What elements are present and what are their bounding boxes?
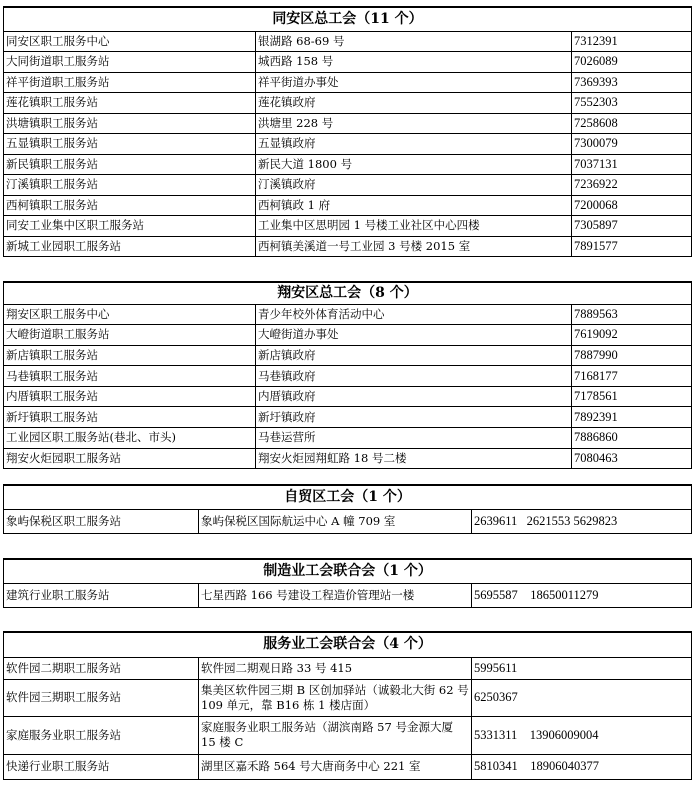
station-name: 建筑行业职工服务站 [4,583,199,607]
section-title: 服务业工会联合会（4 个） [4,632,692,657]
station-name: 大同街道职工服务站 [4,52,256,73]
section-manufacturing [3,558,692,608]
station-address: 工业集中区思明园 1 号楼工业社区中心四楼 [256,216,572,237]
station-name: 象屿保税区职工服务站 [4,509,199,533]
section-title: 同安区总工会（11 个） [4,7,692,31]
table-row [4,345,692,366]
station-phone: 5695587 18650011279 [472,583,692,607]
table-row [4,195,692,216]
station-address: 西柯镇政 1 府 [256,195,572,216]
station-phone: 7889563 [572,304,692,325]
section-manufacturing-table [3,558,692,608]
station-address: 内厝镇政府 [256,386,572,407]
table-row [4,134,692,155]
station-address: 大嶝街道办事处 [256,325,572,346]
table-row [4,113,692,134]
station-phone: 7236922 [572,175,692,196]
table-row [4,386,692,407]
station-address: 新圩镇政府 [256,407,572,428]
station-phone: 7886860 [572,428,692,449]
station-phone: 7080463 [572,448,692,469]
station-phone: 7305897 [572,216,692,237]
station-name: 五显镇职工服务站 [4,134,256,155]
station-phone: 7168177 [572,366,692,387]
section-xiangan [3,281,692,469]
station-phone: 7037131 [572,154,692,175]
station-phone: 5331311 13906009004 [472,716,692,754]
station-phone: 7552303 [572,93,692,114]
station-address: 祥平街道办事处 [256,72,572,93]
table-row [4,154,692,175]
station-address: 马巷运营所 [256,428,572,449]
station-name: 西柯镇职工服务站 [4,195,256,216]
table-row [4,216,692,237]
station-address: 翔安火炬园翔虹路 18 号二楼 [256,448,572,469]
table-row [4,31,692,52]
station-address: 家庭服务业职工服务站（湖滨南路 57 号金源大厦 15 楼 C [199,716,472,754]
station-phone: 5995611 [472,657,692,679]
station-name: 软件园二期职工服务站 [4,657,199,679]
station-address: 城西路 158 号 [256,52,572,73]
station-phone: 7892391 [572,407,692,428]
station-name: 家庭服务业职工服务站 [4,716,199,754]
station-name: 翔安区职工服务中心 [4,304,256,325]
table-row [4,236,692,257]
station-address: 汀溪镇政府 [256,175,572,196]
section-title: 翔安区总工会（8 个） [4,282,692,304]
station-name: 同安工业集中区职工服务站 [4,216,256,237]
station-name: 洪塘镇职工服务站 [4,113,256,134]
station-phone: 7312391 [572,31,692,52]
station-address: 软件园二期观日路 33 号 415 [199,657,472,679]
station-phone: 7891577 [572,236,692,257]
station-address: 西柯镇美溪道一号工业园 3 号楼 2015 室 [256,236,572,257]
station-address: 新民大道 1800 号 [256,154,572,175]
table-row [4,754,692,779]
station-address: 莲花镇政府 [256,93,572,114]
table-row [4,93,692,114]
station-address: 湖里区嘉禾路 564 号大唐商务中心 221 室 [199,754,472,779]
table-row [4,52,692,73]
station-address: 五显镇政府 [256,134,572,155]
station-name: 翔安火炬园职工服务站 [4,448,256,469]
station-name: 大嶝街道职工服务站 [4,325,256,346]
station-name: 工业园区职工服务站(巷北、市头) [4,428,256,449]
section-title: 自贸区工会（1 个） [4,485,692,509]
table-row [4,448,692,469]
station-name: 新民镇职工服务站 [4,154,256,175]
table-row [4,304,692,325]
table-row [4,325,692,346]
station-address: 象屿保税区国际航运中心 A 幢 709 室 [199,509,472,533]
section-ftz [3,484,692,534]
station-name: 新店镇职工服务站 [4,345,256,366]
station-phone: 7258608 [572,113,692,134]
station-phone: 6250367 [472,679,692,716]
station-address: 青少年校外体育活动中心 [256,304,572,325]
station-name: 莲花镇职工服务站 [4,93,256,114]
table-row [4,428,692,449]
table-row [4,175,692,196]
station-address: 七星西路 166 号建设工程造价管理站一楼 [199,583,472,607]
station-address: 新店镇政府 [256,345,572,366]
section-xiangan-table [3,281,692,469]
table-row [4,509,692,533]
section-tongan-table [3,6,692,257]
table-row [4,583,692,607]
station-phone: 7178561 [572,386,692,407]
station-address: 集美区软件园三期 B 区创加驿站（诚毅北大街 62 号 109 单元，靠 B16 栋 1 楼店面） [199,679,472,716]
table-row [4,72,692,93]
station-name: 内厝镇职工服务站 [4,386,256,407]
section-service [3,631,692,780]
table-row [4,407,692,428]
station-name: 软件园三期职工服务站 [4,679,199,716]
station-phone: 5810341 18906040377 [472,754,692,779]
section-tongan [3,6,692,257]
table-row [4,716,692,754]
station-name: 新城工业园职工服务站 [4,236,256,257]
station-phone: 7887990 [572,345,692,366]
table-row [4,679,692,716]
station-name: 祥平街道职工服务站 [4,72,256,93]
table-row [4,366,692,387]
section-ftz-table [3,484,692,534]
station-name: 汀溪镇职工服务站 [4,175,256,196]
station-name: 同安区职工服务中心 [4,31,256,52]
table-row [4,657,692,679]
station-phone: 7369393 [572,72,692,93]
station-address: 马巷镇政府 [256,366,572,387]
station-phone: 7026089 [572,52,692,73]
station-address: 银湖路 68-69 号 [256,31,572,52]
station-phone: 2639611 2621553 5629823 [472,509,692,533]
station-phone: 7619092 [572,325,692,346]
station-phone: 7200068 [572,195,692,216]
station-address: 洪塘里 228 号 [256,113,572,134]
station-name: 新圩镇职工服务站 [4,407,256,428]
section-title: 制造业工会联合会（1 个） [4,559,692,583]
station-phone: 7300079 [572,134,692,155]
section-service-table [3,631,692,780]
station-name: 快递行业职工服务站 [4,754,199,779]
station-name: 马巷镇职工服务站 [4,366,256,387]
